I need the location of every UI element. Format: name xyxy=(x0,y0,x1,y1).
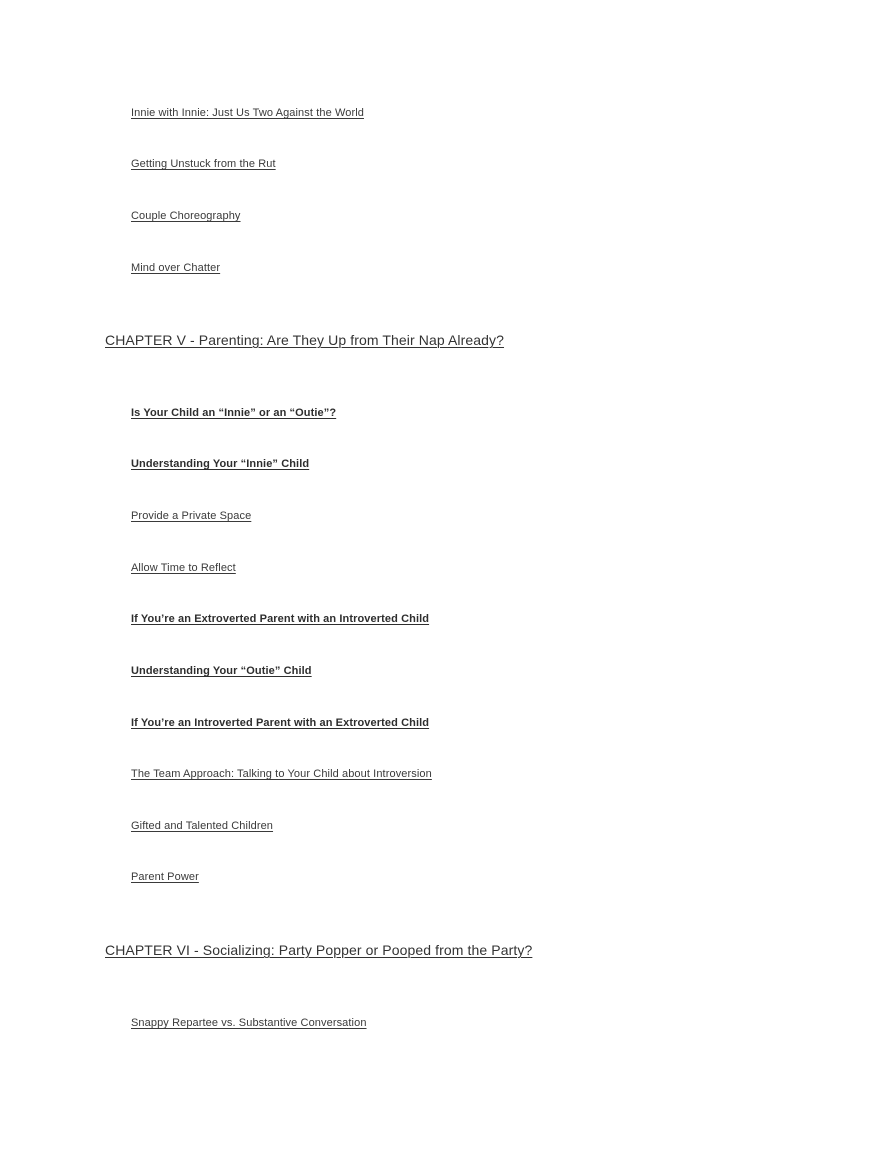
toc-link-introverted-parent[interactable]: If You’re an Introverted Parent with an Extroverted Child xyxy=(131,717,430,729)
toc-link-extroverted-parent[interactable]: If You’re an Extroverted Parent with an Introverted Child xyxy=(131,613,430,625)
toc-link-private-space[interactable]: Provide a Private Space xyxy=(131,510,252,522)
toc-chapter-6-link[interactable]: CHAPTER VI - Socializing: Party Popper or Pooped from the Party? xyxy=(105,942,533,958)
toc-link-understanding-outie-child[interactable]: Understanding Your “Outie” Child xyxy=(131,665,312,677)
toc-link-gifted-children[interactable]: Gifted and Talented Children xyxy=(131,820,274,832)
toc-link-couple-choreography[interactable]: Couple Choreography xyxy=(131,210,241,222)
toc-link-understanding-innie-child[interactable]: Understanding Your “Innie” Child xyxy=(131,458,310,470)
toc-link-parent-power[interactable]: Parent Power xyxy=(131,871,199,883)
toc-link-snappy-repartee[interactable]: Snappy Repartee vs. Substantive Conversation xyxy=(131,1017,367,1029)
toc-link-innie-or-outie[interactable]: Is Your Child an “Innie” or an “Outie”? xyxy=(131,407,337,419)
toc-link-getting-unstuck[interactable]: Getting Unstuck from the Rut xyxy=(131,158,276,170)
toc-link-innie-with-innie[interactable]: Innie with Innie: Just Us Two Against the World xyxy=(131,107,364,119)
toc-link-team-approach[interactable]: The Team Approach: Talking to Your Child about Introversion xyxy=(131,768,432,780)
toc-link-time-to-reflect[interactable]: Allow Time to Reflect xyxy=(131,562,236,574)
toc-link-mind-over-chatter[interactable]: Mind over Chatter xyxy=(131,262,221,274)
toc-chapter-5-link[interactable]: CHAPTER V - Parenting: Are They Up from Their Nap Already? xyxy=(105,332,505,348)
